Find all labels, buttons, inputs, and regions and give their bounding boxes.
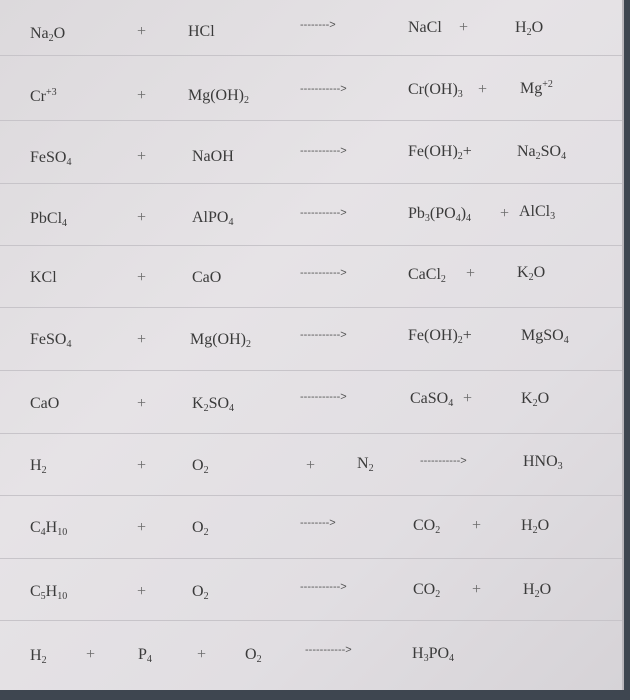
reactant-1: FeSO$_4$	[30, 331, 72, 350]
reactant-1: $H_2$	[30, 457, 47, 476]
product-1: CaSO$_4$	[410, 390, 454, 409]
reaction-arrow: ----------->	[300, 329, 347, 341]
plus-sign: +	[137, 519, 147, 536]
reactant-3: $O_2$	[245, 646, 262, 665]
reaction-arrow: -------->	[300, 517, 336, 529]
reactant-1: PbCl$_4$	[30, 210, 68, 229]
product-1: NaCl	[408, 19, 442, 36]
row-divider	[0, 245, 622, 246]
plus-sign: +	[137, 457, 147, 474]
reactant-1: FeSO$_4$	[30, 149, 72, 168]
row-divider	[0, 433, 622, 434]
reactant-2: $O_2$	[192, 519, 209, 538]
row-divider	[0, 370, 622, 371]
reaction-arrow: ----------->	[420, 455, 467, 467]
plus-sign: +	[137, 209, 147, 226]
reaction-arrow: ----------->	[300, 145, 347, 157]
plus-sign: +	[466, 265, 476, 282]
product-1: CaCl$_2$	[408, 266, 446, 285]
product-2: MgSO$_4$	[521, 327, 569, 346]
reactant-1: KCl	[30, 269, 57, 286]
product-1: $H_3PO_4$	[412, 645, 455, 664]
product-1: $CO_2$	[413, 517, 441, 536]
reactant-1: CaO	[30, 395, 60, 412]
plus-sign: +	[306, 457, 316, 474]
reaction-arrow: ----------->	[300, 83, 347, 95]
plus-sign: +	[500, 205, 510, 222]
row-divider	[0, 307, 622, 308]
reactant-1: $C_5H_{10}$	[30, 583, 68, 602]
reactant-1: $Cr^{+3}$	[30, 87, 57, 105]
plus-sign: +	[137, 395, 147, 412]
plus-sign: +	[472, 517, 482, 534]
reactant-2: HCl	[188, 23, 215, 40]
plus-sign: +	[137, 87, 147, 104]
plus-sign: +	[137, 269, 147, 286]
reactant-1: $H_2$	[30, 647, 47, 666]
row-divider	[0, 620, 622, 621]
plus-sign: +	[137, 583, 147, 600]
reactant-2: CaO	[192, 269, 222, 286]
reaction-arrow: ----------->	[300, 207, 347, 219]
row-divider	[0, 55, 622, 56]
product-1: $Fe(OH)_2+$	[408, 327, 472, 346]
product-2: $H_2O$	[515, 19, 544, 38]
plus-sign: +	[197, 646, 207, 663]
reactant-2: $P_4$	[138, 646, 152, 665]
reaction-arrow: ----------->	[300, 581, 347, 593]
reaction-arrow: ----------->	[300, 391, 347, 403]
row-divider	[0, 558, 622, 559]
reaction-arrow: -------->	[300, 19, 336, 31]
product-2: $Na_2SO_4$	[517, 143, 567, 162]
reactant-2: $Mg(OH)_2$	[190, 331, 251, 350]
reactant-1: $Na_2O$	[30, 25, 66, 44]
product-2: $H_2O$	[521, 517, 550, 536]
row-divider	[0, 495, 622, 496]
product-1: $HNO_3$	[523, 453, 563, 472]
product-2: $Mg^{+2}$	[520, 79, 553, 97]
product-2: $H_2O$	[523, 581, 552, 600]
plus-sign: +	[459, 19, 469, 36]
plus-sign: +	[478, 81, 488, 98]
plus-sign: +	[137, 23, 147, 40]
plus-sign: +	[472, 581, 482, 598]
product-1: $Fe(OH)_2+$	[408, 143, 472, 162]
plus-sign: +	[463, 390, 473, 407]
plus-sign: +	[86, 646, 96, 663]
reactant-2: $Mg(OH)_2$	[188, 87, 249, 106]
product-1: $Cr(OH)_3$	[408, 81, 463, 100]
product-1: $Pb_3(PO_4)_4$	[408, 205, 472, 224]
reactant-2: NaOH	[192, 148, 234, 165]
reactant-2: $K_2SO_4$	[192, 395, 235, 414]
product-2: $K_2O$	[517, 264, 546, 283]
product-2: $K_2O$	[521, 390, 550, 409]
reactant-1: $C_4H_{10}$	[30, 519, 68, 538]
reactant-2: AlPO$_4$	[192, 209, 234, 228]
plus-sign: +	[137, 331, 147, 348]
reactant-3: $N_2$	[357, 455, 374, 474]
reaction-arrow: ----------->	[305, 644, 352, 656]
reactant-2: $O_2$	[192, 457, 209, 476]
plus-sign: +	[137, 148, 147, 165]
row-divider	[0, 183, 622, 184]
product-2: AlCl$_3$	[519, 203, 556, 222]
reaction-arrow: ----------->	[300, 267, 347, 279]
reactant-2: $O_2$	[192, 583, 209, 602]
row-divider	[0, 120, 622, 121]
product-1: $CO_2$	[413, 581, 441, 600]
